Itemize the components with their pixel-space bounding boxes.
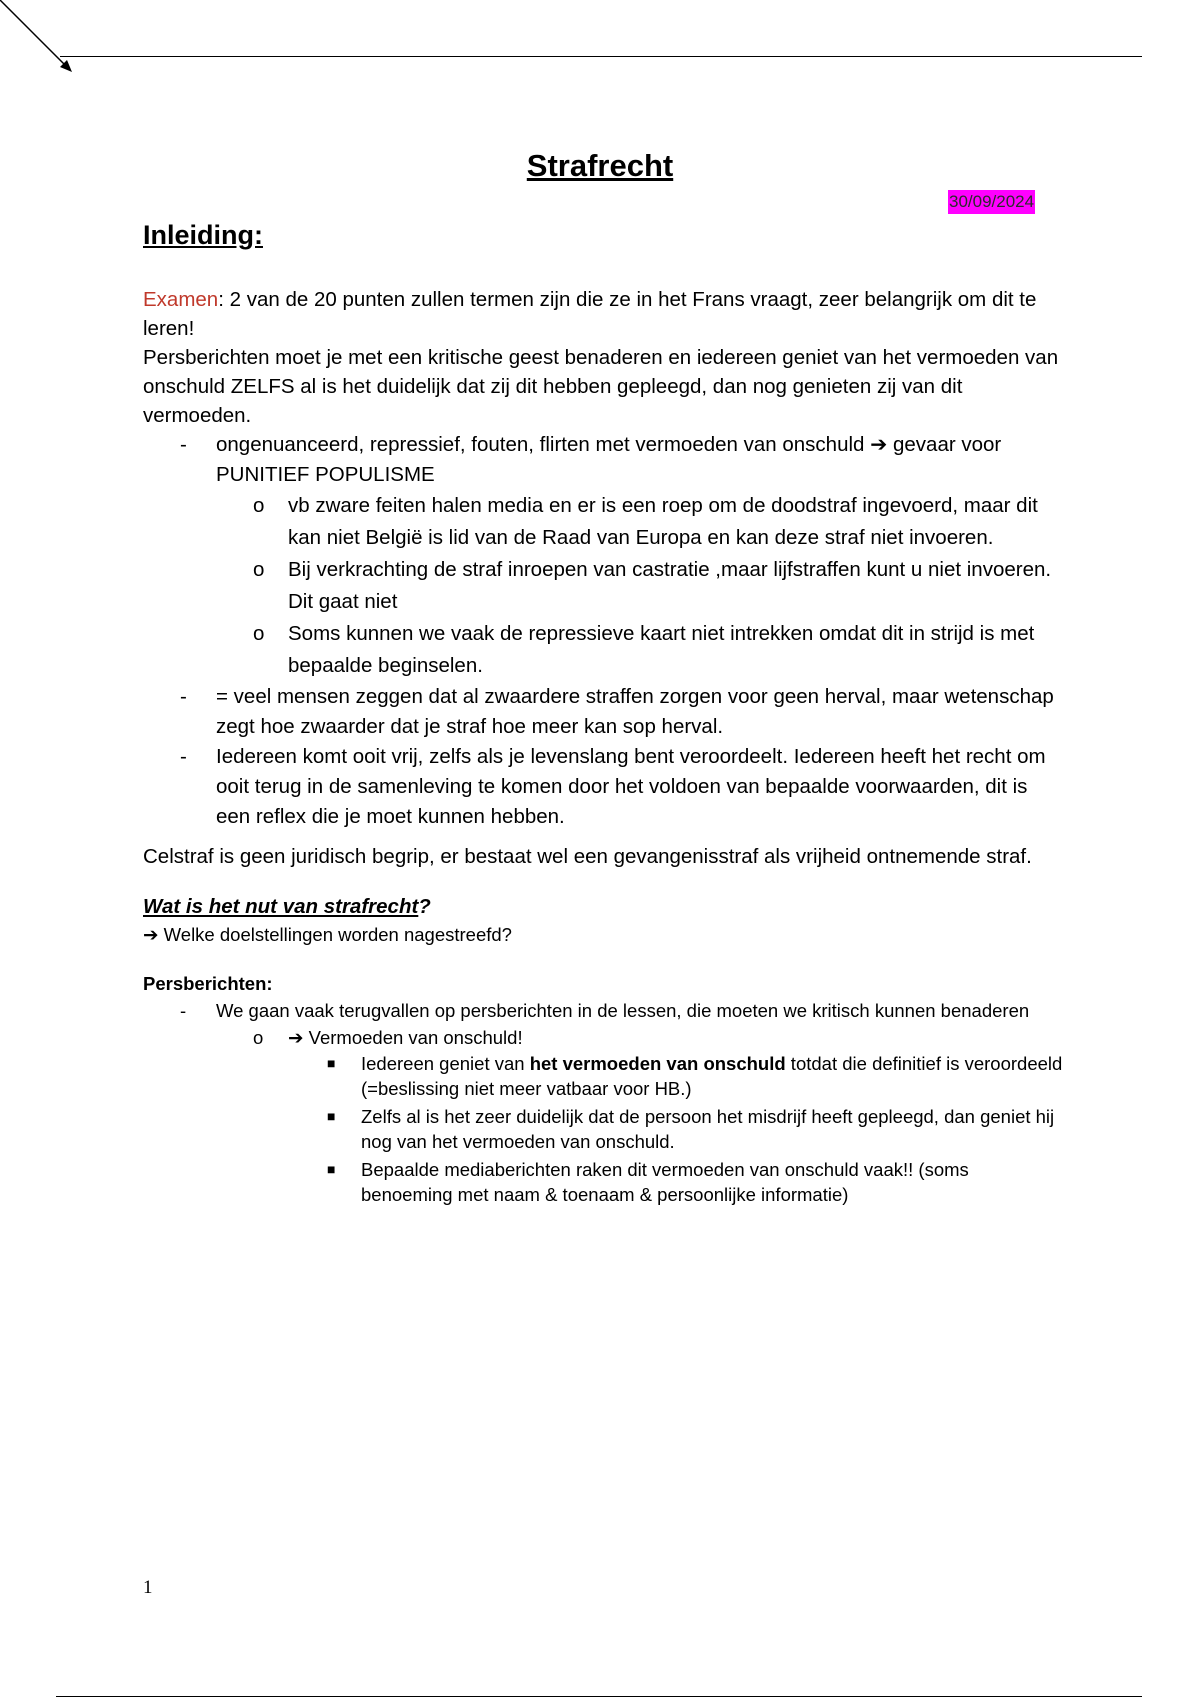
press-heading: Persberichten: <box>143 973 273 994</box>
square-bullet-icon: ■ <box>327 1161 336 1177</box>
question-subtext: ➔ Welke doelstellingen worden nagestreefd? <box>143 924 512 945</box>
date-label: 30/09/2024 <box>948 190 1035 214</box>
sub-list-item: o Bij verkrachting de straf inroepen van castratie ,maar lijfstraffen kunt u niet invoeren. Dit gaat niet <box>143 554 1063 618</box>
page-number: 1 <box>143 1577 153 1598</box>
arrow-icon: ➔ <box>288 1027 304 1048</box>
document-body <box>143 285 1063 1210</box>
exam-paragraph <box>143 285 1063 343</box>
dash-marker: - <box>180 1000 187 1021</box>
question-heading: Wat is het nut van strafrecht? <box>143 895 431 918</box>
dash-marker: - <box>180 685 187 708</box>
nested-list-item: ■ Iedereen geniet van het vermoeden van onschuld totdat die definitief is veroordeeld (=beslissing niet meer vatbaar voor HB.) <box>327 1053 1063 1099</box>
circle-marker: o <box>253 622 265 645</box>
arrow-icon: ➔ <box>870 433 888 456</box>
footer-rule <box>56 1696 1142 1697</box>
header-rule <box>60 56 1142 57</box>
list-item: - We gaan vaak terugvallen op persberichten in de lessen, die moeten we kritisch kunnen benaderen <box>143 997 1063 1024</box>
circle-marker: o <box>253 1027 264 1048</box>
square-bullet-icon: ■ <box>327 1055 336 1071</box>
arrow-icon: ➔ <box>143 924 159 945</box>
circle-marker: o <box>253 558 265 581</box>
list-item: - ongenuanceerd, repressief, fouten, flirten met vermoeden van onschuld ➔ gevaar voor PUNITIEF POPULISME <box>143 430 1063 490</box>
celstraf-paragraph: Celstraf is geen juridisch begrip, er bestaat wel een gevangenisstraf als vrijheid ontnemende straf. <box>143 845 1032 868</box>
corner-arrow-icon <box>0 0 80 80</box>
dash-marker: - <box>180 745 187 768</box>
list-item: - Iedereen komt ooit vrij, zelfs als je levenslang bent veroordeelt. Iedereen heeft het recht om ooit terug in de samenleving te komen door het voldoen van bepaalde voorwaarden, dit is een reflex die je moet kunnen hebben. <box>143 742 1063 832</box>
square-bullet-icon: ■ <box>327 1108 336 1124</box>
sub-list-item: o vb zware feiten halen media en er is een roep om de doodstraf ingevoerd, maar dit kan niet België is lid van de Raad van Europa en kan deze straf niet invoeren. <box>143 490 1063 554</box>
nested-list-item: ■ Zelfs al is het zeer duidelijk dat de persoon het misdrijf heeft gepleegd, dan geniet hij nog van het vermoeden van onschuld. <box>327 1106 1055 1152</box>
list-item: - = veel mensen zeggen dat al zwaardere straffen zorgen voor geen herval, maar wetenschap zegt hoe zwaarder dat je straf hoe meer kan sop herval. <box>143 682 1063 742</box>
exam-label: Examen <box>143 288 219 311</box>
page-title: Strafrecht <box>526 148 674 183</box>
nested-list-item: ■ Bepaalde mediaberichten raken dit vermoeden van onschuld vaak!! (soms benoeming met naam & toenaam & persoonlijke informatie) <box>327 1159 969 1205</box>
circle-marker: o <box>253 494 265 517</box>
exam-text: : 2 van de 20 punten zullen termen zijn die ze in het Frans vraagt, zeer belangrijk om dit te leren! <box>143 288 1037 340</box>
sub-list-item: o Soms kunnen we vaak de repressieve kaart niet intrekken omdat dit in strijd is met bepaalde beginselen. <box>143 618 1063 682</box>
section-heading-inleiding: Inleiding: <box>143 220 263 250</box>
intro-paragraph: Persberichten moet je met een kritische geest benaderen en iedereen geniet van het vermoeden van onschuld ZELFS al is het duidelijk dat zij dit hebben gepleegd, dan nog genieten zij van dit vermoeden. <box>143 346 1059 427</box>
dash-marker: - <box>180 433 187 456</box>
sub-list-item: o ➔ Vermoeden van onschuld! <box>143 1024 1063 1051</box>
